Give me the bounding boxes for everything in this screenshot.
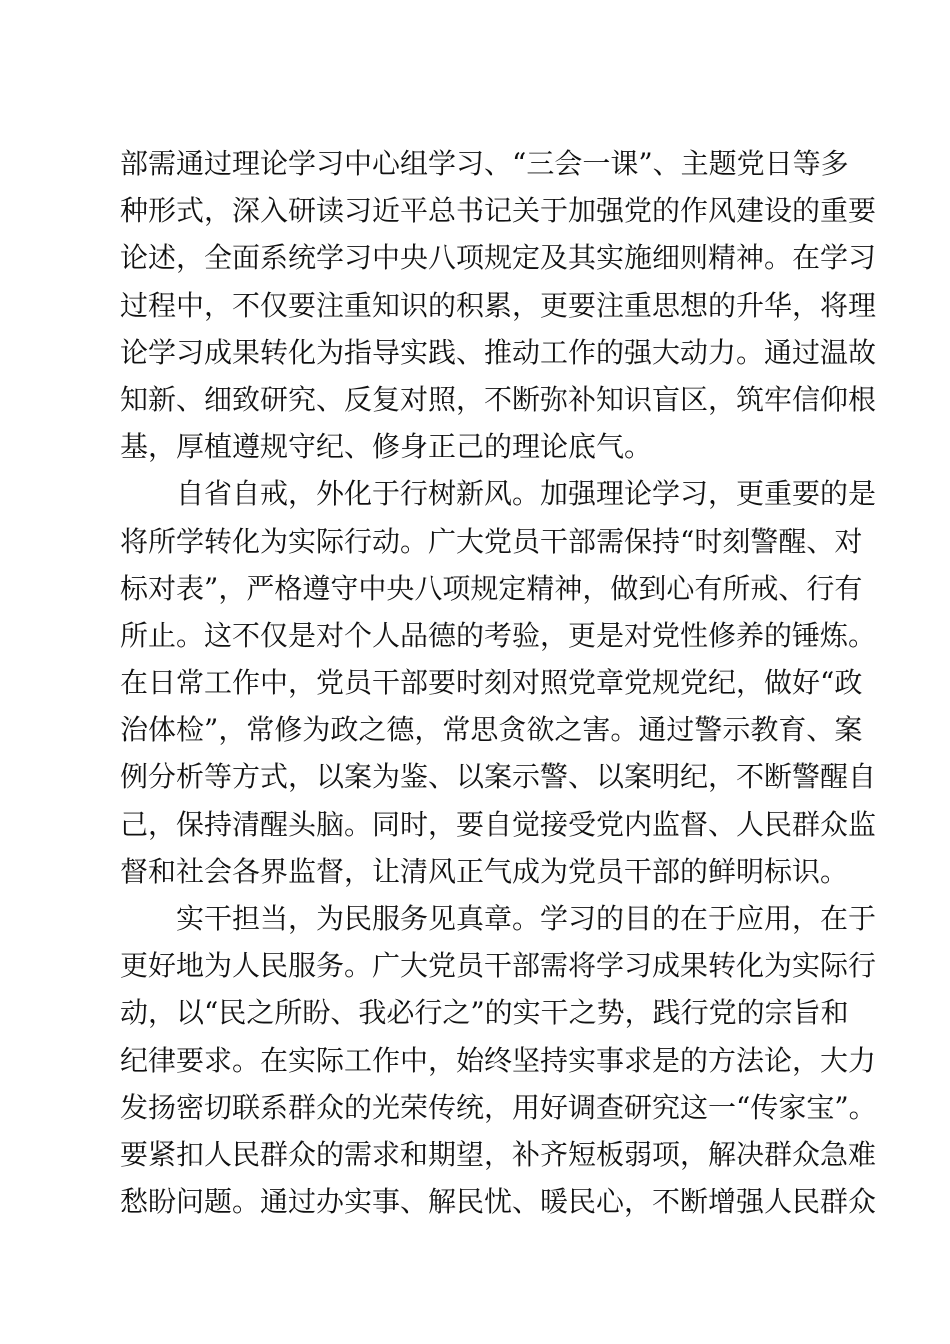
paragraph-3-line-4: 纪律要求。在实际工作中，始终坚持实事求是的方法论，大力 (120, 1043, 877, 1077)
paragraph-3-line-6: 要紧扣人民群众的需求和期望，补齐短板弱项，解决群众急难 (120, 1137, 877, 1171)
paragraph-2-line-7: 例分析等方式，以案为鉴、以案示警、以案明纪，不断警醒自 (120, 760, 877, 794)
paragraph-1-line-1: 部需通过理论学习中心组学习、“三会一课”、主题党日等多 (120, 147, 849, 180)
paragraph-3-line-2: 更好地为人民服务。广大党员干部需将学习成果转化为实际行 (120, 949, 877, 983)
paragraph-1-line-3: 论述，全面系统学习中央八项规定及其实施细则精神。在学习 (120, 241, 877, 275)
paragraph-1-line-5: 论学习成果转化为指导实践、推动工作的强大动力。通过温故 (120, 335, 877, 369)
paragraph-2-line-2: 将所学转化为实际行动。广大党员干部需保持“时刻警醒、对 (120, 524, 863, 558)
paragraph-2-line-8: 己，保持清醒头脑。同时，要自觉接受党内监督、人民群众监 (120, 807, 877, 841)
paragraph-2-line-3: 标对表”，严格遵守中央八项规定精神，做到心有所戒、行有 (120, 571, 863, 605)
paragraph-2-line-6: 治体检”，常修为政之德，常思贪欲之害。通过警示教育、案 (120, 713, 863, 747)
paragraph-1-line-2: 种形式，深入研读习近平总书记关于加强党的作风建设的重要 (120, 194, 877, 228)
paragraph-2-line-9: 督和社会各界监督，让清风正气成为党员干部的鲜明标识。 (120, 854, 849, 888)
paragraph-2-line-4: 所止。这不仅是对个人品德的考验，更是对党性修养的锤炼。 (120, 618, 877, 652)
paragraph-2-line-1: 自省自戒，外化于行树新风。加强理论学习，更重要的是 (176, 477, 877, 511)
paragraph-3-line-5: 发扬密切联系群众的光荣传统，用好调查研究这一“传家宝”。 (120, 1090, 877, 1124)
document-body (120, 140, 877, 1225)
paragraph-1-line-7: 基，厚植遵规守纪、修身正己的理论底气。 (120, 430, 653, 464)
paragraph-3-line-1: 实干担当，为民服务见真章。学习的目的在于应用，在于 (176, 902, 877, 935)
paragraph-1-line-6: 知新、细致研究、反复对照，不断弥补知识盲区，筑牢信仰根 (120, 382, 877, 416)
paragraph-2-line-5: 在日常工作中，党员干部要时刻对照党章党规党纪，做好“政 (120, 666, 863, 700)
paragraph-1-line-4: 过程中，不仅要注重知识的积累，更要注重思想的升华，将理 (120, 288, 877, 322)
paragraph-3-line-3: 动，以“民之所盼、我必行之”的实干之势，践行党的宗旨和 (120, 996, 849, 1030)
paragraph-3-line-7: 愁盼问题。通过办实事、解民忧、暖民心，不断增强人民群众 (120, 1185, 877, 1219)
